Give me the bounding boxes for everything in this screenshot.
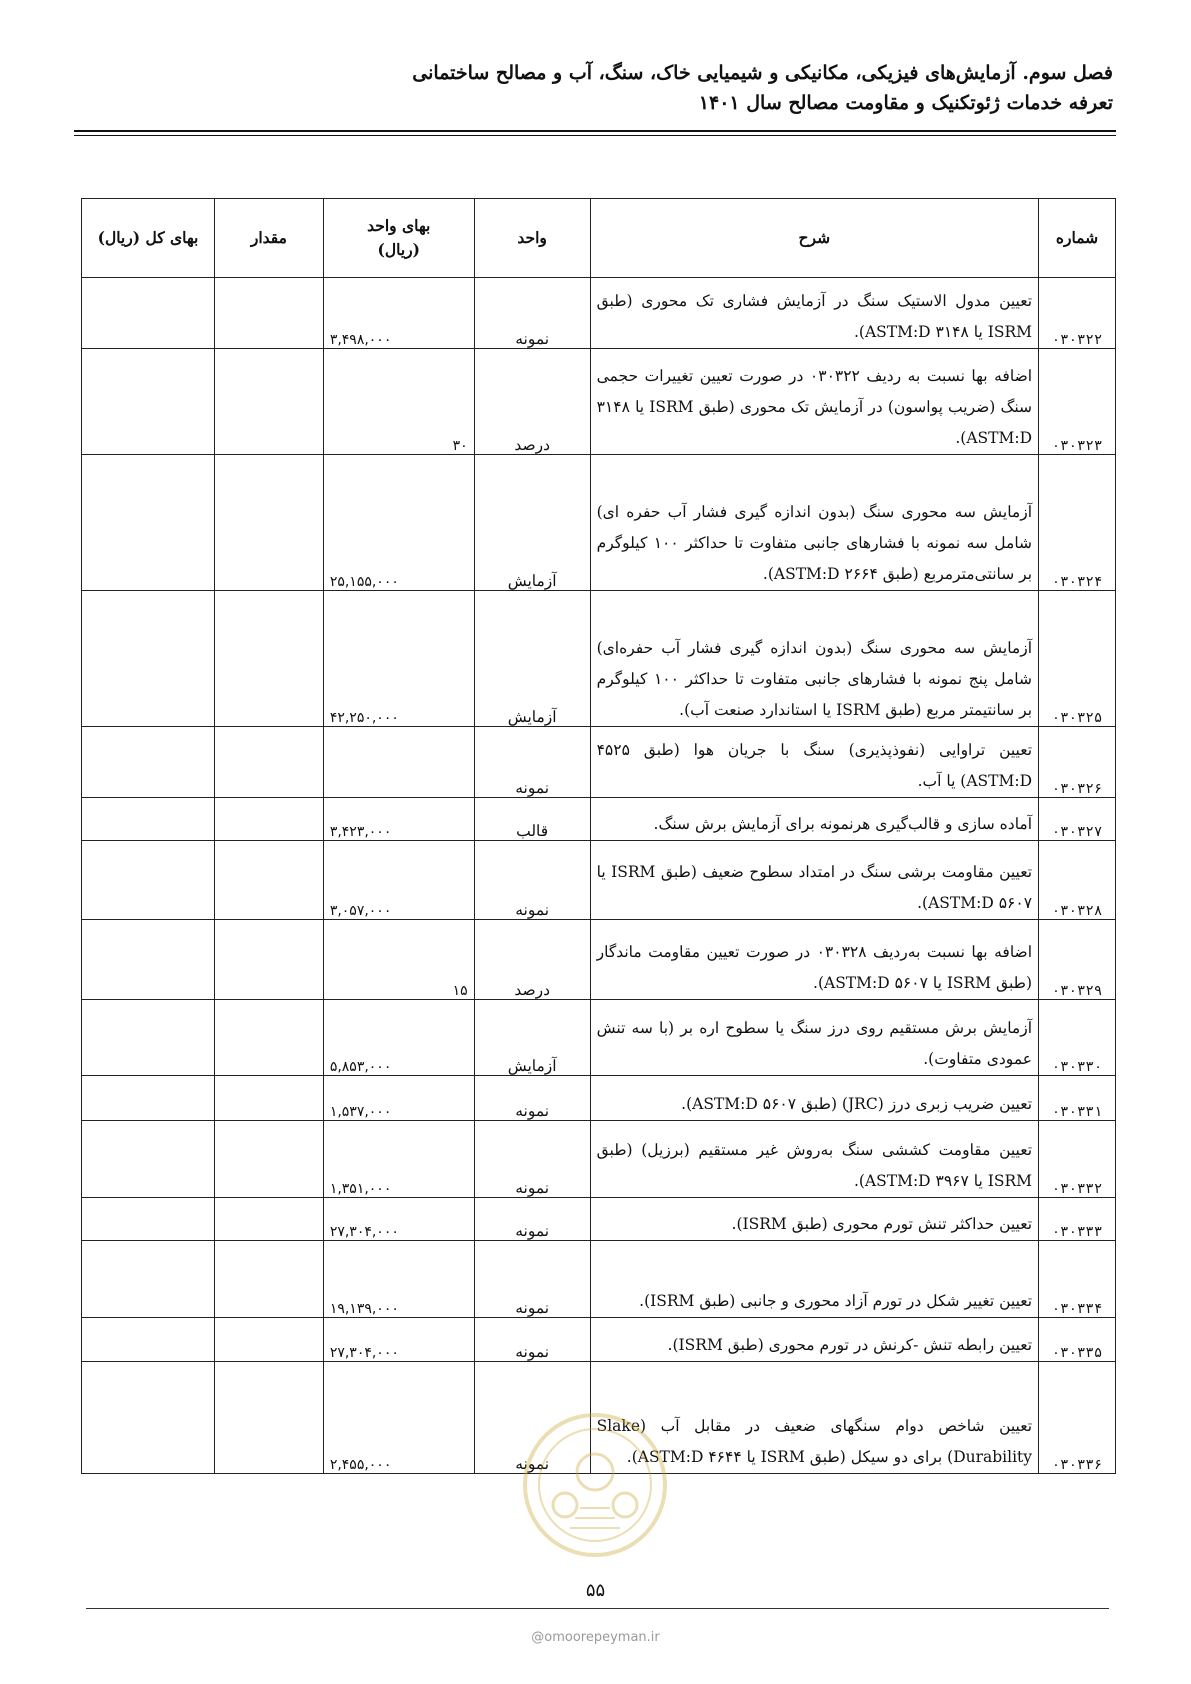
- header-quantity: مقدار: [214, 199, 323, 278]
- row-total: [82, 1000, 215, 1076]
- row-unit-price: [323, 727, 474, 798]
- row-quantity: [214, 455, 323, 591]
- header-unit-price: بهای واحد (ریال): [323, 199, 474, 278]
- row-description: تعیین تغییر شکل در تورم آزاد محوری و جانبی (طبق ISRM).: [590, 1241, 1038, 1318]
- row-unit-price: ۳۰: [323, 349, 474, 455]
- row-code: ۰۳۰۳۲۳: [1039, 349, 1116, 455]
- row-unit-price: ۲۷,۳۰۴,۰۰۰: [323, 1198, 474, 1241]
- row-total: [82, 841, 215, 920]
- row-description: آماده سازی و قالب‌گیری هرنمونه برای آزمایش برش سنگ.: [590, 798, 1038, 841]
- row-total: [82, 798, 215, 841]
- row-code: ۰۳۰۳۲۵: [1039, 591, 1116, 727]
- table-row: [82, 1076, 1116, 1121]
- header-rule-thin: [74, 135, 1116, 136]
- row-unit: آزمایش: [474, 591, 590, 727]
- row-quantity: [214, 1076, 323, 1121]
- row-description: آزمایش برش مستقیم روی درز سنگ یا سطوح اره بر (با سه تنش عمودی متفاوت).: [590, 1000, 1038, 1076]
- row-code: ۰۳۰۳۳۱: [1039, 1076, 1116, 1121]
- chapter-title: فصل سوم. آزمایش‌های فیزیکی، مکانیکی و شیمیایی خاک، سنگ، آب و مصالح ساختمانی: [412, 62, 1113, 84]
- page-header: [78, 58, 1113, 118]
- row-unit: آزمایش: [474, 1000, 590, 1076]
- row-unit: نمونه: [474, 1198, 590, 1241]
- row-code: ۰۳۰۳۳۰: [1039, 1000, 1116, 1076]
- tariff-table: [81, 198, 1116, 1474]
- row-quantity: [214, 1121, 323, 1198]
- site-watermark: @omoorepeyman.ir: [531, 1630, 660, 1645]
- row-description: تعیین حداکثر تنش تورم محوری (طبق ISRM).: [590, 1198, 1038, 1241]
- row-quantity: [214, 1318, 323, 1362]
- table-row: [82, 278, 1116, 349]
- row-total: [82, 1241, 215, 1318]
- row-total: [82, 1198, 215, 1241]
- row-unit: قالب: [474, 798, 590, 841]
- row-total: [82, 1362, 215, 1474]
- table-row: [82, 1198, 1116, 1241]
- row-code: ۰۳۰۳۲۶: [1039, 727, 1116, 798]
- row-description: تعیین مقاومت کششی سنگ به‌روش غیر مستقیم (برزیل) (طبق ISRM یا ۳۹۶۷ ASTM:D).: [590, 1121, 1038, 1198]
- row-code: ۰۳۰۳۳۶: [1039, 1362, 1116, 1474]
- table-row: [82, 798, 1116, 841]
- header-unit: واحد: [474, 199, 590, 278]
- row-quantity: [214, 1000, 323, 1076]
- row-quantity: [214, 591, 323, 727]
- row-code: ۰۳۰۳۳۴: [1039, 1241, 1116, 1318]
- table-header-row: [82, 199, 1116, 278]
- row-quantity: [214, 349, 323, 455]
- row-unit-price: ۲۵,۱۵۵,۰۰۰: [323, 455, 474, 591]
- row-code: ۰۳۰۳۲۲: [1039, 278, 1116, 349]
- row-unit: نمونه: [474, 1121, 590, 1198]
- table-row: [82, 591, 1116, 727]
- table-row: [82, 455, 1116, 591]
- row-total: [82, 1318, 215, 1362]
- row-description: آزمایش سه محوری سنگ (بدون اندازه گیری فشار آب حفره ای) شامل سه نمونه با فشارهای جانبی متفاوت تا حداکثر ۱۰۰ کیلوگرم بر سانتی‌مترمربع (طبق ۲۶۶۴ ASTM:D).: [590, 455, 1038, 591]
- table-row: [82, 1000, 1116, 1076]
- row-unit: نمونه: [474, 841, 590, 920]
- row-unit-price: ۳,۴۹۸,۰۰۰: [323, 278, 474, 349]
- table-row: [82, 1241, 1116, 1318]
- row-quantity: [214, 798, 323, 841]
- row-unit: نمونه: [474, 1241, 590, 1318]
- row-total: [82, 727, 215, 798]
- row-description: آزمایش سه محوری سنگ (بدون اندازه گیری فشار آب حفره‌ای) شامل پنج نمونه با فشارهای جانبی متفاوت تا حداکثر ۱۰۰ کیلوگرم بر سانتیمتر مربع (طبق ISRM یا استاندارد صنعت آب).: [590, 591, 1038, 727]
- row-quantity: [214, 1241, 323, 1318]
- row-code: ۰۳۰۳۲۸: [1039, 841, 1116, 920]
- row-code: ۰۳۰۳۲۴: [1039, 455, 1116, 591]
- row-quantity: [214, 1198, 323, 1241]
- row-code: ۰۳۰۳۲۹: [1039, 920, 1116, 1000]
- row-unit: آزمایش: [474, 455, 590, 591]
- row-total: [82, 920, 215, 1000]
- row-unit-price: ۳,۰۵۷,۰۰۰: [323, 841, 474, 920]
- row-quantity: [214, 278, 323, 349]
- header-rule-thick: [74, 130, 1116, 132]
- tariff-title: تعرفه خدمات ژئوتکنیک و مقاومت مصالح سال ۱۴۰۱: [698, 92, 1113, 114]
- row-unit: نمونه: [474, 1362, 590, 1474]
- row-total: [82, 1076, 215, 1121]
- row-unit: نمونه: [474, 1076, 590, 1121]
- row-description: تعیین رابطه تنش -کرنش در تورم محوری (طبق ISRM).: [590, 1318, 1038, 1362]
- row-quantity: [214, 727, 323, 798]
- table-row: [82, 920, 1116, 1000]
- row-unit-price: ۲,۴۵۵,۰۰۰: [323, 1362, 474, 1474]
- row-total: [82, 455, 215, 591]
- table-row: [82, 349, 1116, 455]
- row-unit-price: ۳,۴۲۳,۰۰۰: [323, 798, 474, 841]
- row-description: تعیین تراوایی (نفوذپذیری) سنگ با جریان هوا (طبق ۴۵۲۵ ASTM:D) یا آب.: [590, 727, 1038, 798]
- row-unit-price: ۱,۵۳۷,۰۰۰: [323, 1076, 474, 1121]
- row-unit-price: ۵,۸۵۳,۰۰۰: [323, 1000, 474, 1076]
- table-row: [82, 727, 1116, 798]
- footer-rule: [86, 1608, 1109, 1609]
- row-unit-price: ۲۷,۳۰۴,۰۰۰: [323, 1318, 474, 1362]
- header-description: شرح: [590, 199, 1038, 278]
- row-code: ۰۳۰۳۳۳: [1039, 1198, 1116, 1241]
- row-description: تعیین مقاومت برشی سنگ در امتداد سطوح ضعیف (طبق ISRM یا ۵۶۰۷ ASTM:D).: [590, 841, 1038, 920]
- row-code: ۰۳۰۳۳۵: [1039, 1318, 1116, 1362]
- row-unit: درصد: [474, 920, 590, 1000]
- row-quantity: [214, 841, 323, 920]
- row-unit: نمونه: [474, 727, 590, 798]
- header-code: شماره: [1039, 199, 1116, 278]
- row-unit-price: ۱,۳۵۱,۰۰۰: [323, 1121, 474, 1198]
- row-total: [82, 349, 215, 455]
- row-unit: نمونه: [474, 278, 590, 349]
- row-description: اضافه بها نسبت به ردیف ۰۳۰۳۲۲ در صورت تعیین تغییرات حجمی سنگ (ضریب پواسون) در آزمایش تک محوری (طبق ISRM یا ۳۱۴۸ ASTM:D).: [590, 349, 1038, 455]
- table-row: [82, 1121, 1116, 1198]
- row-unit-price: ۱۹,۱۳۹,۰۰۰: [323, 1241, 474, 1318]
- table-row: [82, 1318, 1116, 1362]
- header-total-price: بهای کل (ریال): [82, 199, 215, 278]
- row-description: اضافه بها نسبت به‌ردیف ۰۳۰۳۲۸ در صورت تعیین مقاومت ماندگار (طبق ISRM یا ۵۶۰۷ ASTM:D).: [590, 920, 1038, 1000]
- row-total: [82, 278, 215, 349]
- row-total: [82, 591, 215, 727]
- table-row: [82, 1362, 1116, 1474]
- page-number: ۵۵: [585, 1580, 606, 1601]
- row-unit-price: ۱۵: [323, 920, 474, 1000]
- row-quantity: [214, 1362, 323, 1474]
- row-unit: درصد: [474, 349, 590, 455]
- row-total: [82, 1121, 215, 1198]
- row-unit-price: ۴۲,۲۵۰,۰۰۰: [323, 591, 474, 727]
- row-description: تعیین مدول الاستیک سنگ در آزمایش فشاری تک محوری (طبق ISRM یا ASTM:D ۳۱۴۸).: [590, 278, 1038, 349]
- row-code: ۰۳۰۳۳۲: [1039, 1121, 1116, 1198]
- row-code: ۰۳۰۳۲۷: [1039, 798, 1116, 841]
- table-row: [82, 841, 1116, 920]
- row-quantity: [214, 920, 323, 1000]
- row-description: تعیین شاخص دوام سنگهای ضعیف در مقابل آب (Slake Durability) برای دو سیکل (طبق ISRM یا ۴۶۴۴ ASTM:D).: [590, 1362, 1038, 1474]
- row-unit: نمونه: [474, 1318, 590, 1362]
- row-description: تعیین ضریب زبری درز (JRC) (طبق ۵۶۰۷ ASTM:D).: [590, 1076, 1038, 1121]
